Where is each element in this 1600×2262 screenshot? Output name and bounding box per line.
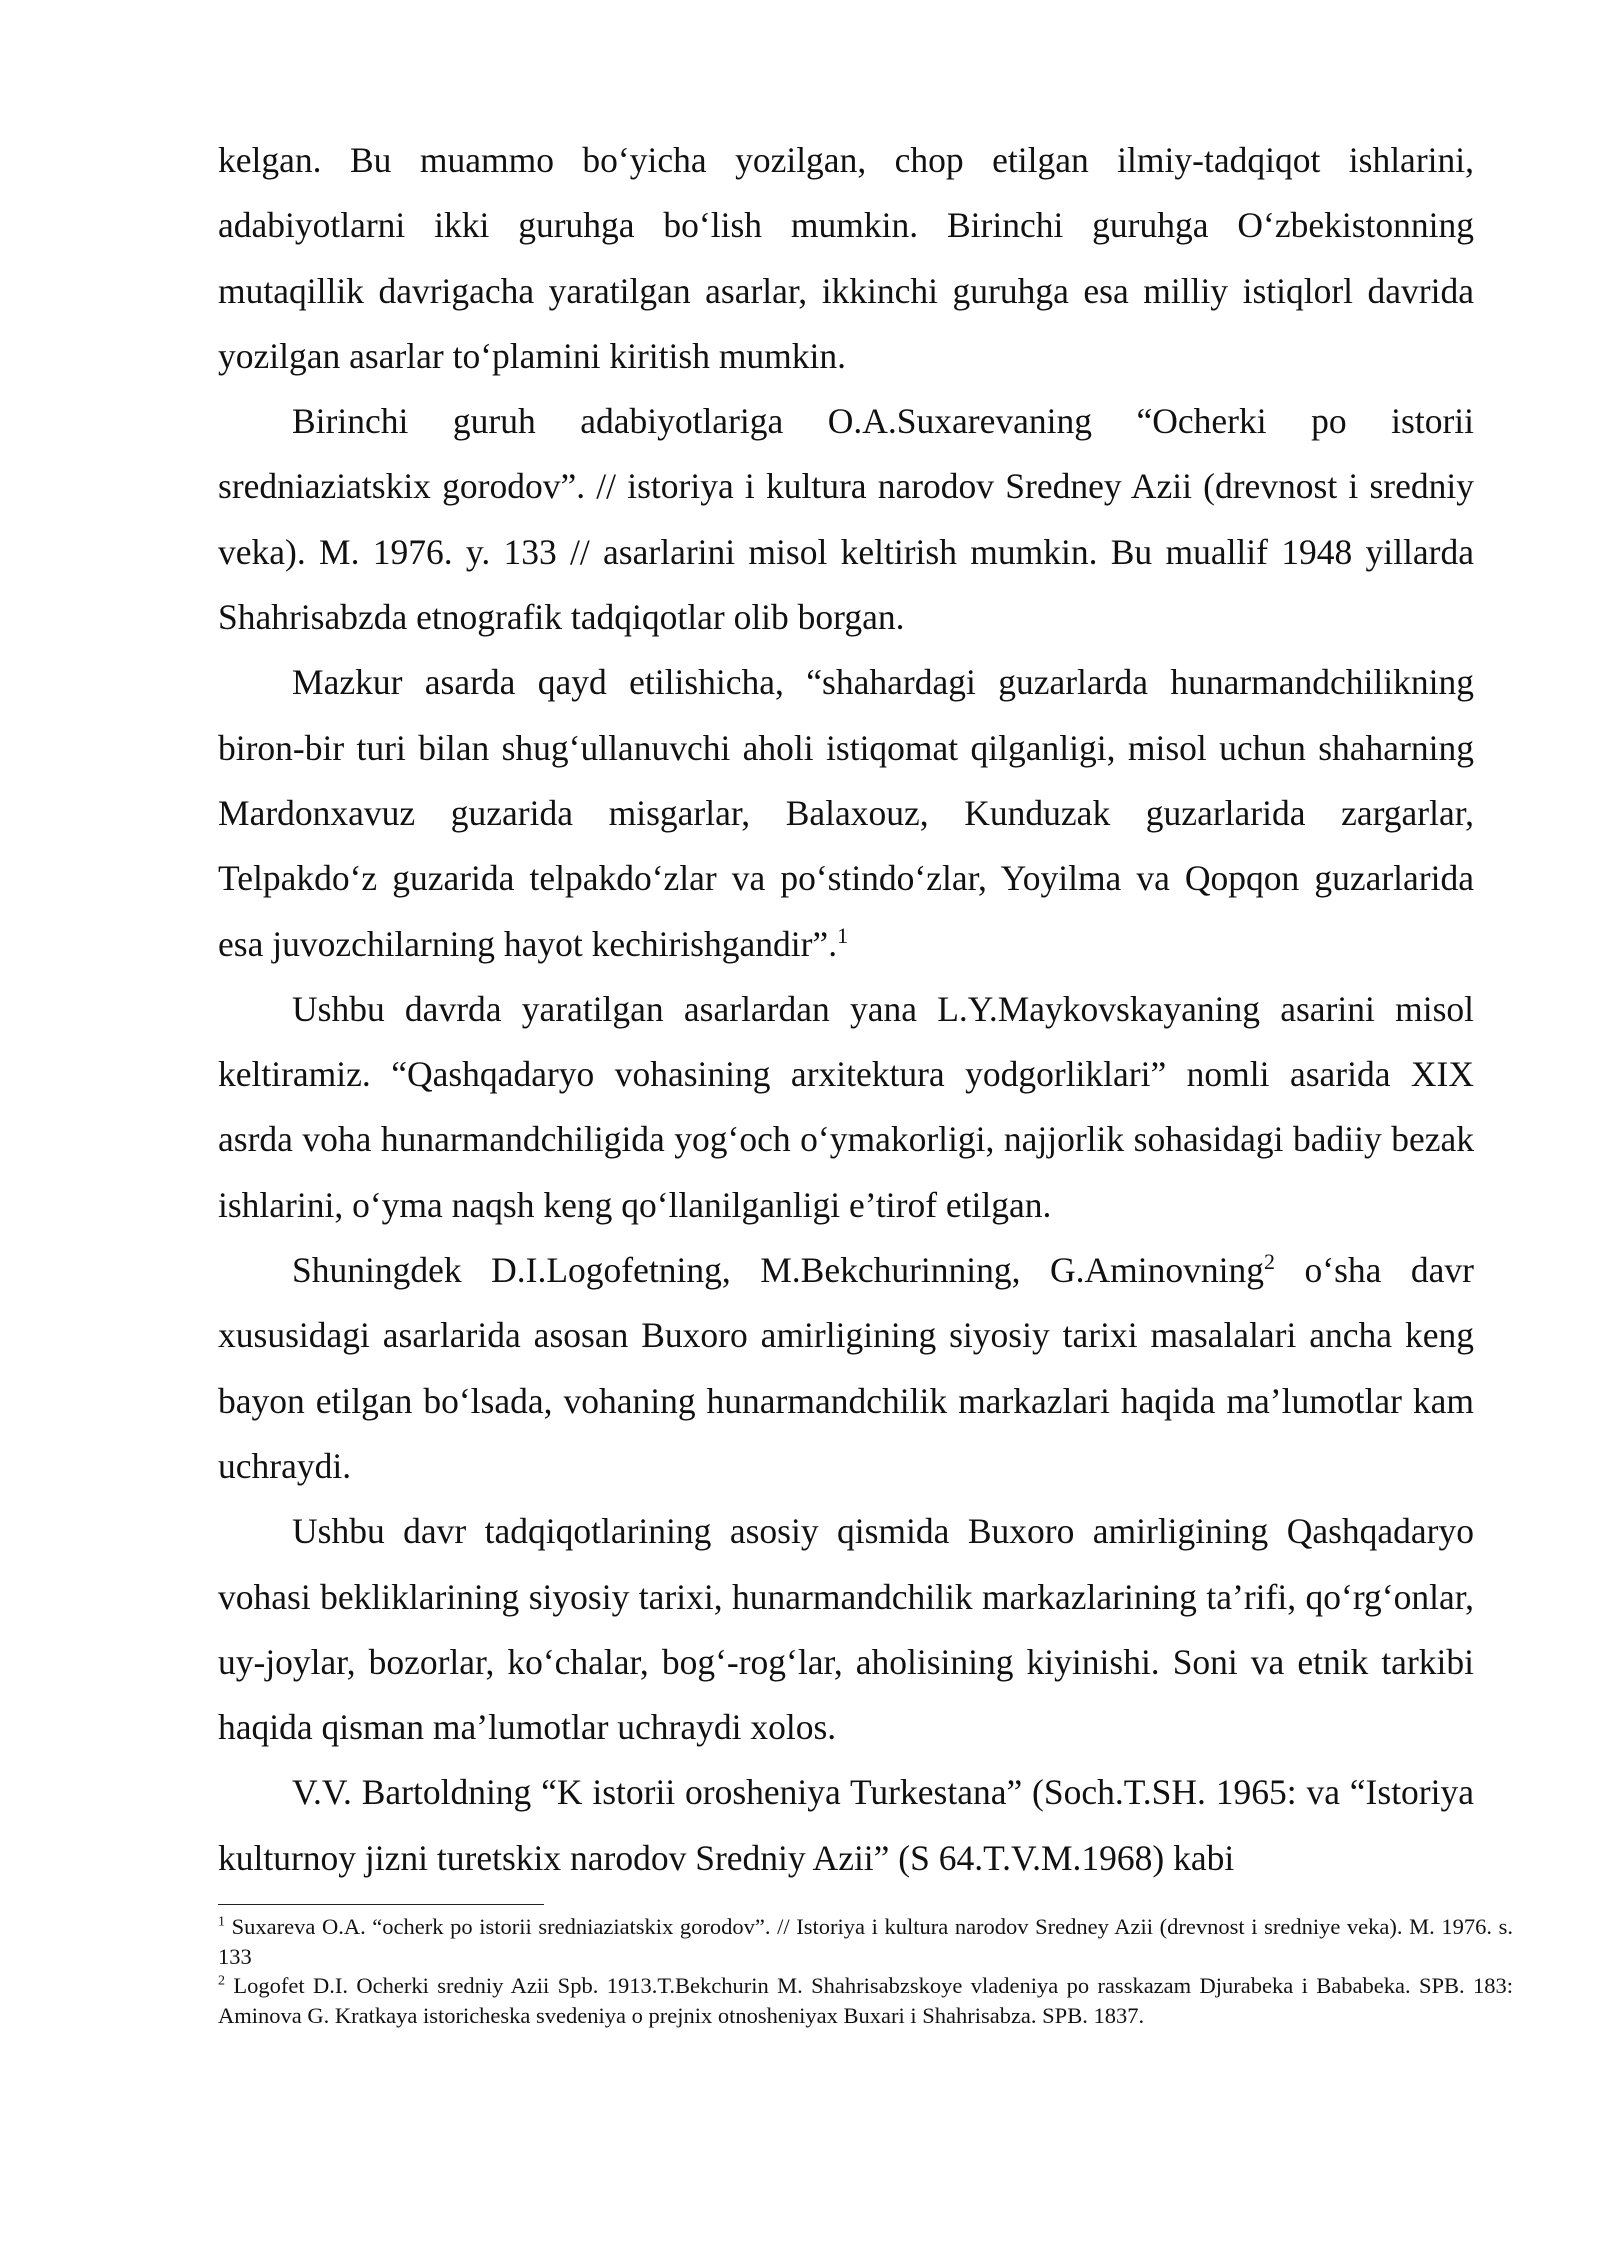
footnotes [218, 1912, 1513, 2030]
paragraph-1 [218, 128, 1474, 389]
paragraph-5 [218, 1238, 1474, 1499]
paragraph-7-text: V.V. Bartoldning “K istorii orosheniya Turkestana” (Soch.T.SH. 1965: va “Istoriya kulturnoy jizni turetskix narodov Sredniy Azii” (S 64.T.V.M.1968) kabi [218, 1772, 1474, 1878]
body-text [218, 128, 1474, 1891]
paragraph-2-text: Birinchi guruh adabiyotlariga O.A.Suxarevaning “Ocherki po istorii sredniaziatskix gorodov”. // istoriya i kultura narodov Sredney Azii (drevnost i sredniy veka). M. 1976. y. 133 // asarlarini misol keltirish mumkin. Bu muallif 1948 yillarda Shahrisabzda etnografik tadqiqotlar olib borgan. [218, 401, 1474, 638]
footnote-separator [218, 1904, 544, 1905]
paragraph-3-text: Mazkur asarda qayd etilishicha, “shahardagi guzarlarda hunarmandchilikning biron-bir turi bilan shug‘ullanuvchi aholi istiqomat qilganligi, misol uchun shaharning Mardonxavuz guzarida misgarlar, Balaxouz, Kunduzak guzarlarida zargarlar, Telpakdo‘z guzarida telpakdo‘zlar va po‘stindo‘zlar, Yoyilma va Qopqon guzarlarida esa juvozchilarning hayot kechirishgandir”. [218, 662, 1474, 964]
paragraph-7 [218, 1760, 1474, 1891]
footnote-1 [218, 1912, 1513, 1971]
paragraph-3 [218, 650, 1474, 976]
footnote-2-text: Logofet D.I. Ocherki sredniy Azii Spb. 1913.T.Bekchurin M. Shahrisabzskoye vladeniya po rasskazam Djurabeka i Bababeka. SPB. 183: Aminova G. Kratkaya istoricheska svedeniya o prejnix otnosheniyax Buxari i Shahrisabza. SPB. 1837. [218, 1973, 1513, 2028]
paragraph-2 [218, 389, 1474, 650]
paragraph-4-text: Ushbu davrda yaratilgan asarlardan yana L.Y.Maykovskayaning asarini misol keltiramiz. “Qashqadaryo vohasining arxitektura yodgorliklari” nomli asarida XIX asrda voha hunarmandchiligida yog‘och o‘ymakorligi, najjorlik sohasidagi badiiy bezak ishlarini, o‘yma naqsh keng qo‘llanilganligi e’tirof etilgan. [218, 988, 1474, 1225]
paragraph-4 [218, 977, 1474, 1238]
footnote-1-text: Suxareva O.A. “ocherk po istorii sredniaziatskix gorodov”. // Istoriya i kultura narodov Sredney Azii (drevnost i sredniye veka). M. 1976. s. 133 [218, 1914, 1513, 1969]
footnote-ref-2[interactable]: 2 [1264, 1249, 1275, 1275]
footnote-1-number: 1 [218, 1914, 225, 1930]
paragraph-6 [218, 1499, 1474, 1760]
paragraph-5-text-after: o‘sha davr xususidagi asarlarida asosan Buxoro amirligining siyosiy tarixi masalalari ancha keng bayon etilgan bo‘lsada, vohaning hunarmandchilik markazlari haqida ma’lumotlar kam uchraydi. [218, 1250, 1474, 1486]
paragraph-1-text: kelgan. Bu muammo bo‘yicha yozilgan, chop etilgan ilmiy-tadqiqot ishlarini, adabiyotlarni ikki guruhga bo‘lish mumkin. Birinchi guruhga O‘zbekistonning mutaqillik davrigacha yaratilgan asarlar, ikkinchi guruhga esa milliy istiqlorl davrida yozilgan asarlar to‘plamini kiritish mumkin. [218, 140, 1474, 376]
paragraph-6-text: Ushbu davr tadqiqotlarining asosiy qismida Buxoro amirligining Qashqadaryo vohasi bekliklarining siyosiy tarixi, hunarmandchilik markazlarining ta’rifi, qo‘rg‘onlar, uy-joylar, bozorlar, ko‘chalar, bog‘-rog‘lar, aholisining kiyinishi. Soni va etnik tarkibi haqida qisman ma’lumotlar uchraydi xolos. [218, 1511, 1474, 1748]
footnote-ref-1[interactable]: 1 [837, 922, 849, 948]
paragraph-5-text-before: Shuningdek D.I.Logofetning, M.Bekchurinning, G.Aminovning [292, 1250, 1264, 1291]
footnote-2-number: 2 [218, 1973, 225, 1989]
footnote-2 [218, 1971, 1513, 2030]
